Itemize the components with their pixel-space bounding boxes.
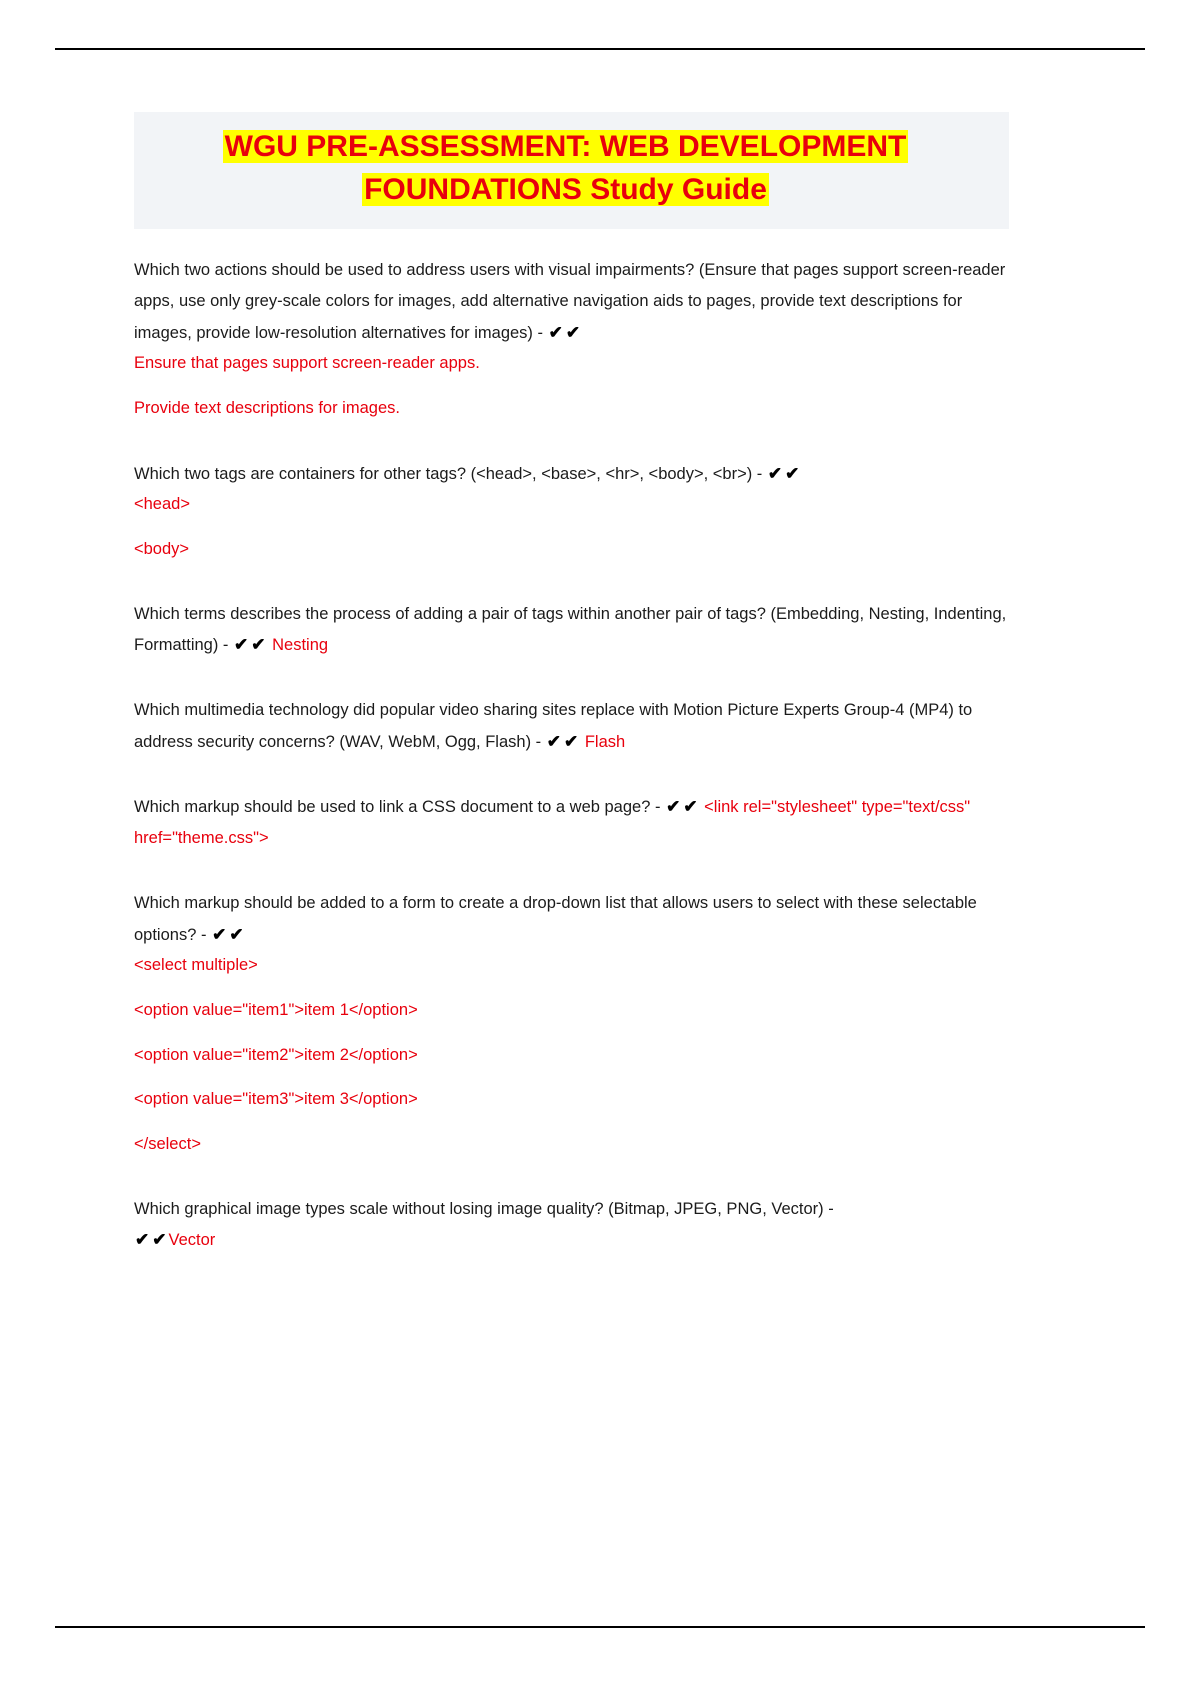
- checkmark-icon: ✔: [564, 731, 580, 751]
- checkmark-icon: ✔: [212, 924, 228, 944]
- question-text: Which two tags are containers for other tags? (<head>, <base>, <hr>, <body>, <br>) -: [134, 464, 763, 483]
- qa-item: [134, 791, 1009, 853]
- answer-text: Nesting: [272, 636, 329, 655]
- question-text: Which graphical image types scale without losing image quality? (Bitmap, JPEG, PNG, Vector) -: [134, 1199, 834, 1218]
- question-text-wrapper: [134, 695, 1009, 757]
- question-text: Which terms describes the process of adding a pair of tags within another pair of tags? (Embedding, Nesting, Indenting, Formatting) -: [134, 604, 1007, 655]
- checkmark-icon: ✔: [785, 463, 801, 483]
- checkmark-icon: ✔: [135, 1230, 151, 1250]
- checkmark-icon: ✔: [565, 322, 582, 342]
- question-text: Which markup should be added to a form to create a drop-down list that allows users to select with these selectable options? -: [134, 893, 977, 944]
- answer-text: </select>: [134, 1134, 201, 1153]
- qa-item: [134, 599, 1009, 661]
- answer-text: <head>: [134, 495, 190, 514]
- qa-item: [134, 458, 1009, 565]
- question-text-wrapper: [134, 888, 1009, 950]
- answer-text: <link rel="stylesheet" type="text/css" href="theme.css">: [134, 798, 971, 848]
- qa-item: [134, 1194, 1009, 1256]
- answer-text: Vector: [168, 1231, 216, 1250]
- answer-text: Flash: [584, 732, 626, 751]
- qa-item: [134, 695, 1009, 757]
- question-text: Which two actions should be used to address users with visual impairments? (Ensure that pages support screen-reader apps, use only grey-scale colors for images, add alternative navigation aids to pages, provide text descriptions for images, provide low-resolution alternatives for images) -: [134, 261, 1006, 342]
- answer-text: Ensure that pages support screen-reader apps.: [134, 354, 480, 373]
- question-text-wrapper: [134, 791, 1009, 853]
- answer-text: <body>: [134, 540, 190, 558]
- page-title: [134, 112, 1009, 229]
- checkmark-icon: ✔: [548, 322, 564, 342]
- answer-text: <option value="item2">item 2</option>: [134, 1045, 418, 1064]
- checkmark-icon: ✔: [666, 797, 682, 817]
- question-text-wrapper: [134, 1194, 1009, 1256]
- answer-text: <select multiple>: [134, 956, 258, 975]
- qa-item: [134, 888, 1009, 1160]
- question-text-wrapper: [134, 599, 1009, 661]
- checkmark-icon: ✔: [234, 635, 250, 655]
- checkmark-icon: ✔: [767, 463, 784, 483]
- question-text-wrapper: [134, 458, 1009, 490]
- question-text: Which markup should be used to link a CSS document to a web page? -: [134, 798, 661, 817]
- question-text-wrapper: [134, 255, 1009, 348]
- page-title-line-2: FOUNDATIONS Study Guide: [364, 172, 767, 206]
- answer-text: Provide text descriptions for images.: [134, 398, 400, 417]
- qa-item: [134, 255, 1009, 423]
- page-title-line-1: WGU PRE-ASSESSMENT: WEB DEVELOPMENT: [224, 130, 907, 163]
- checkmark-icon: ✔: [229, 924, 245, 944]
- document-content: [134, 112, 1009, 1290]
- checkmark-icon: ✔: [683, 797, 699, 817]
- question-text: Which multimedia technology did popular video sharing sites replace with Motion Picture Experts Group-4 (MP4) to address security concerns? (WAV, WebM, Ogg, Flash) -: [134, 701, 973, 751]
- answer-text: <option value="item1">item 1</option>: [134, 1000, 418, 1019]
- checkmark-icon: ✔: [546, 731, 562, 751]
- footer-divider: [55, 1626, 1145, 1628]
- checkmark-icon: ✔: [152, 1230, 168, 1250]
- answer-text: <option value="item3">item 3</option>: [134, 1090, 418, 1109]
- checkmark-icon: ✔: [251, 635, 267, 655]
- header-divider: [55, 48, 1145, 50]
